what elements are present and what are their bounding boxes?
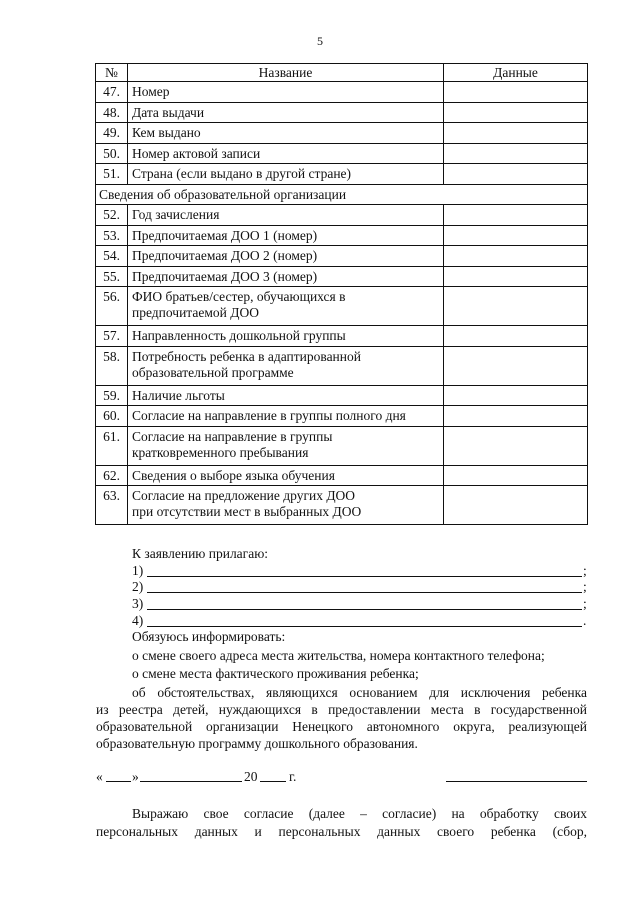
row-name-line: Номер: [132, 84, 170, 99]
row-name: [128, 164, 444, 185]
obligation-line-1: о смене своего адреса места жительства, номера контактного телефона;: [132, 648, 545, 663]
attachment-item-label: 1): [132, 563, 144, 578]
row-name: [128, 246, 444, 267]
row-name-line: кратковременного пребывания: [132, 444, 309, 460]
table-row: [96, 287, 588, 326]
row-data-cell[interactable]: [444, 266, 588, 287]
row-number: 62.: [96, 465, 128, 486]
row-data-cell[interactable]: [444, 123, 588, 144]
application-data-table: [95, 63, 588, 525]
table-header-row: [96, 64, 588, 82]
row-name: [128, 225, 444, 246]
year-blank[interactable]: [260, 781, 286, 782]
row-number: 59.: [96, 385, 128, 406]
row-name: [128, 82, 444, 103]
row-name: [128, 385, 444, 406]
attachment-blank-line[interactable]: [147, 626, 582, 627]
row-name: [128, 486, 444, 525]
table-row: [96, 225, 588, 246]
obligations-intro: Обязуюсь информировать:: [132, 629, 286, 644]
row-name: [128, 287, 444, 326]
row-name-line: Страна (если выдано в другой стране): [132, 166, 352, 181]
row-number: 48.: [96, 102, 128, 123]
table-row: [96, 123, 588, 144]
row-name-line: Направленность дошкольной группы: [132, 328, 346, 343]
table-row: [96, 465, 588, 486]
row-data-cell[interactable]: [444, 164, 588, 185]
row-data-cell[interactable]: [444, 287, 588, 326]
attachment-item-label: 2): [132, 579, 144, 594]
attachment-item-label: 4): [132, 613, 144, 628]
row-name-line: Кем выдано: [132, 125, 201, 140]
table-row: [96, 82, 588, 103]
header-number: №: [96, 64, 128, 82]
row-name-line: предпочитаемой ДОО: [132, 305, 259, 320]
table-row: [96, 426, 588, 465]
row-name-line: Согласие на предложение других ДОО: [132, 488, 356, 503]
row-data-cell[interactable]: [444, 486, 588, 525]
day-blank[interactable]: [106, 781, 131, 782]
row-number: 47.: [96, 82, 128, 103]
header-data: Данные: [444, 64, 588, 82]
row-number: 50.: [96, 143, 128, 164]
row-name-line: Номер актовой записи: [132, 145, 261, 161]
row-name: [128, 326, 444, 347]
consent-line-2: персональных данных и персональных данных своего ребенка (сбор,: [96, 824, 587, 839]
row-name-line: образовательной программе: [132, 364, 294, 380]
obligation-line-2: о смене места фактического проживания ребенка;: [132, 666, 419, 681]
row-data-cell[interactable]: [444, 406, 588, 427]
table-row: [96, 164, 588, 185]
row-name-line: Год зачисления: [132, 207, 220, 222]
table-section-row: [96, 184, 588, 205]
row-data-cell[interactable]: [444, 426, 588, 465]
year-suffix: г.: [289, 769, 297, 784]
row-data-cell[interactable]: [444, 82, 588, 103]
row-number: 58.: [96, 346, 128, 385]
table-row: [96, 326, 588, 347]
section-title: Сведения об образовательной организации: [96, 184, 588, 205]
row-data-cell[interactable]: [444, 385, 588, 406]
table-row: [96, 266, 588, 287]
row-data-cell[interactable]: [444, 326, 588, 347]
attachment-blank-line[interactable]: [147, 592, 582, 593]
signature-blank[interactable]: [446, 781, 587, 782]
table-row: [96, 205, 588, 226]
row-name-line: ФИО братьев/сестер, обучающихся в: [132, 289, 346, 304]
table-row: [96, 406, 588, 427]
row-data-cell[interactable]: [444, 246, 588, 267]
row-data-cell[interactable]: [444, 346, 588, 385]
row-data-cell[interactable]: [444, 225, 588, 246]
page-number: 5: [317, 34, 323, 48]
date-close-quote: »: [132, 769, 139, 784]
table-row: [96, 385, 588, 406]
row-name: [128, 102, 444, 123]
row-name: [128, 205, 444, 226]
row-data-cell[interactable]: [444, 205, 588, 226]
row-number: 60.: [96, 406, 128, 427]
row-name: [128, 346, 444, 385]
row-name: [128, 266, 444, 287]
row-name-line: Согласие на направление в группы: [132, 428, 333, 444]
obligation-para-line-2: из реестра детей, нуждающихся в предоставлении места в государственной: [96, 702, 587, 717]
month-blank[interactable]: [140, 781, 242, 782]
row-name: [128, 426, 444, 465]
table-row: [96, 346, 588, 385]
row-number: 51.: [96, 164, 128, 185]
obligation-para-line-1: об обстоятельствах, являющихся основанием для исключения ребенка: [132, 685, 587, 700]
row-number: 57.: [96, 326, 128, 347]
row-name: [128, 123, 444, 144]
date-open-quote: «: [96, 769, 103, 784]
obligation-para-line-3: образовательной организации Ненецкого автономного округа, реализующей: [96, 719, 587, 734]
row-name-line: Наличие льготы: [132, 387, 225, 403]
row-name-line: Предпочитаемая ДОО 2 (номер): [132, 248, 318, 263]
row-number: 53.: [96, 225, 128, 246]
row-number: 61.: [96, 426, 128, 465]
table-row: [96, 246, 588, 267]
table-row: [96, 102, 588, 123]
attachments-intro: К заявлению прилагаю:: [132, 546, 269, 561]
row-name-line: Потребность ребенка в адаптированной: [132, 348, 361, 364]
row-number: 63.: [96, 486, 128, 525]
row-data-cell[interactable]: [444, 102, 588, 123]
row-name-line: Дата выдачи: [132, 104, 205, 120]
consent-line-1: Выражаю свое согласие (далее – согласие) на обработку своих: [132, 806, 587, 821]
row-name: [128, 465, 444, 486]
row-number: 56.: [96, 287, 128, 326]
row-number: 55.: [96, 266, 128, 287]
year-prefix: 20: [244, 769, 258, 784]
row-number: 49.: [96, 123, 128, 144]
table-row: [96, 143, 588, 164]
row-name-line: Предпочитаемая ДОО 1 (номер): [132, 227, 318, 243]
attachment-item-end: ;: [583, 596, 587, 611]
obligation-para-line-4: образовательную программу дошкольного образования.: [96, 736, 418, 751]
attachment-item-end: ;: [583, 563, 587, 578]
attachment-blank-line[interactable]: [147, 609, 582, 610]
row-name: [128, 143, 444, 164]
row-name-line: Предпочитаемая ДОО 3 (номер): [132, 268, 318, 284]
table-row: [96, 486, 588, 525]
header-name: Название: [128, 64, 444, 82]
attachment-blank-line[interactable]: [147, 576, 582, 577]
row-name-line: Сведения о выборе языка обучения: [132, 467, 335, 483]
attachment-item-end: ;: [583, 579, 587, 594]
row-number: 52.: [96, 205, 128, 226]
attachment-item-label: 3): [132, 596, 144, 611]
row-name: [128, 406, 444, 427]
row-data-cell[interactable]: [444, 465, 588, 486]
row-data-cell[interactable]: [444, 143, 588, 164]
row-number: 54.: [96, 246, 128, 267]
row-name-line: при отсутствии мест в выбранных ДОО: [132, 504, 362, 519]
row-name-line: Согласие на направление в группы полного дня: [132, 408, 406, 423]
attachment-item-end: .: [583, 613, 587, 628]
